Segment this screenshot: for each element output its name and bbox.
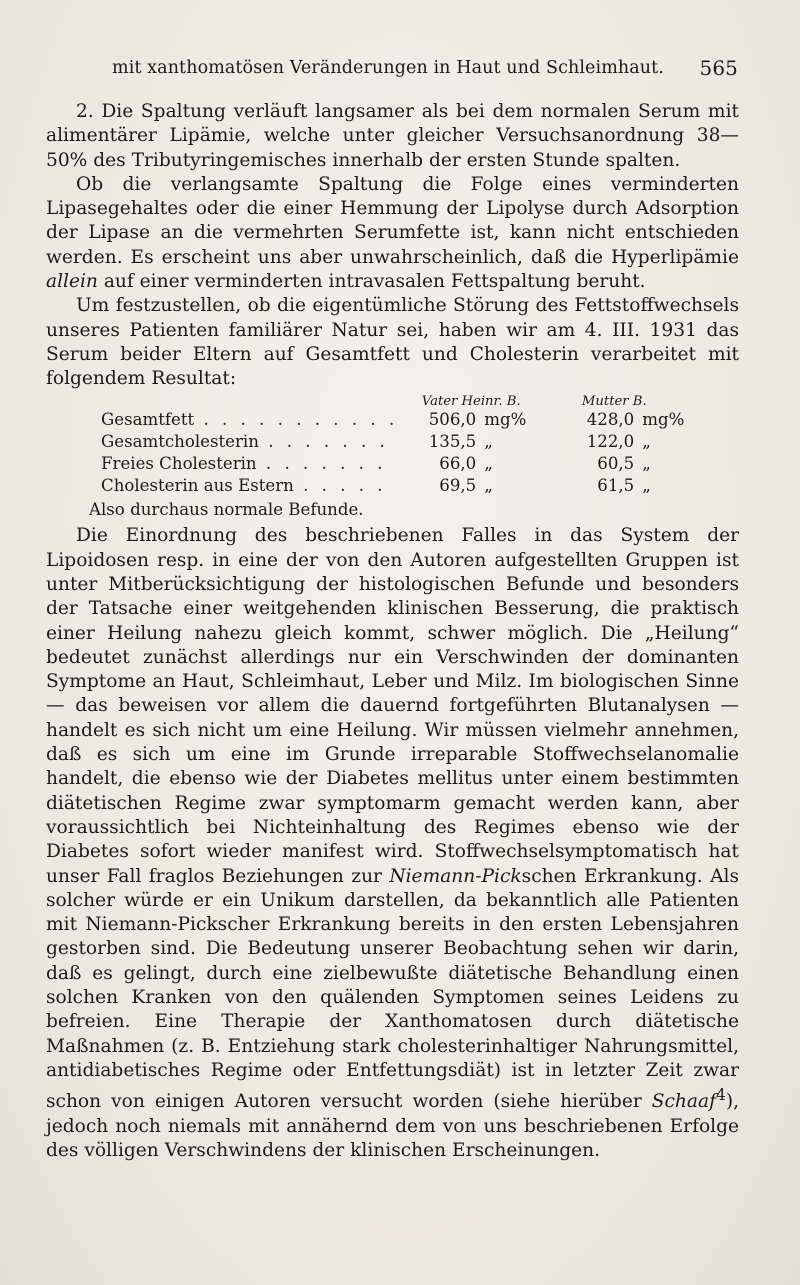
row-label: Gesamtfett (101, 409, 195, 429)
paragraph-4-text-c: ), jedoch noch niemals mit annähernd dem von uns beschriebenen Erfolge des völligen Verschwindens der klinischen Erscheinungen. (46, 1091, 739, 1161)
paragraph-4 (46, 524, 739, 1163)
results-table (101, 395, 684, 498)
emphasis-niemann-pick: Niemann-Pick (389, 865, 522, 887)
mother-unit: „ (642, 431, 651, 451)
father-value: 506,0 (428, 409, 477, 429)
father-value: 135,5 (428, 431, 477, 451)
page-number: 565 (699, 56, 738, 80)
mother-unit: „ (642, 476, 651, 496)
leader-dots: . . . . . (293, 476, 387, 496)
mother-unit: „ (642, 453, 651, 473)
father-unit: „ (484, 431, 493, 451)
page-body (46, 100, 739, 1163)
father-unit: „ (484, 453, 493, 473)
table-row (101, 453, 684, 475)
row-label: Gesamtcholesterin (101, 431, 259, 451)
footnote-reference: 4 (715, 1086, 726, 1105)
father-value: 66,0 (439, 453, 477, 473)
paragraph-4-text-a: Die Einordnung des beschriebenen Falles in das System der Lipoidosen resp. in eine der von den Autoren aufgestellten Gruppen ist unter Mitberücksichtigung der histologischen Befunde und besonders der Tatsache einer weitgehenden klinischen Besserung, die praktisch einer Heilung nahezu gleich kommt, schwer möglich. Die „Heilung“ bedeutet zunächst allerdings nur ein Verschwinden der dominanten Symptome an Haut, Schleimhaut, Leber und Milz. Im biologischen Sinne — das beweisen vor allem die dauernd fortgeführten Blutanalysen — handelt es sich nicht um eine Heilung. Wir müssen vielmehr annehmen, daß es sich um eine im Grunde irreparable Stoffwechselanomalie handelt, die ebenso wie der Diabetes mellitus unter einem bestimmten diätetischen Regime zwar symptomarm gemacht werden kann, aber voraussichtlich bei Nichteinhaltung des Regimes ebenso wie der Diabetes sofort wieder manifest wird. Stoffwechselsymptomatisch hat unser Fall fraglos Beziehungen zur (46, 525, 739, 887)
mother-value: 61,5 (597, 476, 635, 496)
paragraph-1: 2. Die Spaltung verläuft langsamer als bei dem normalen Serum mit alimentärer Lipämie, welche unter gleicher Versuchsanordnung 38—50% des Tributyringemisches innerhalb der ersten Stunde spalten. (46, 101, 739, 171)
column-header-father: Vater Heinr. B. (421, 393, 521, 409)
paragraph-2-text-b: auf einer verminderten intravasalen Fettspaltung beruht. (97, 271, 646, 293)
leader-dots: . . . . . . . . . . . (194, 409, 399, 429)
results-table-header (101, 395, 684, 409)
mother-value: 122,0 (586, 431, 635, 451)
conclusion-line: Also durchaus normale Befunde. (89, 500, 364, 520)
paragraph-2 (46, 173, 739, 294)
mother-value: 60,5 (597, 453, 635, 473)
mother-value: 428,0 (586, 409, 635, 429)
leader-dots: . . . . . . . (258, 431, 389, 451)
running-header (112, 58, 738, 78)
emphasis-allein: allein (46, 271, 98, 293)
paragraph-3: Um festzustellen, ob die eigentümliche Störung des Fettstoffwechsels unseres Patienten familiärer Natur sei, haben wir am 4. III. 1931 das Serum beider Eltern auf Gesamtfett und Cholesterin verarbeitet mit folgendem Resultat: (46, 295, 739, 390)
leader-dots: . . . . . . . (256, 453, 387, 473)
father-unit: „ (484, 476, 493, 496)
paragraph-2-text-a: Ob die verlangsamte Spaltung die Folge eines verminderten Lipasegehaltes oder die einer Hemmung der Lipolyse durch Adsorption der Lipase an die vermehrten Serumfette ist, kann nicht entschieden werden. Es erscheint uns aber unwahrscheinlich, daß die Hyperlipämie (46, 173, 739, 268)
table-row (101, 409, 684, 431)
table-row (101, 475, 684, 497)
father-unit: mg% (484, 409, 527, 429)
row-label: Cholesterin aus Estern (101, 476, 294, 496)
table-row (101, 431, 684, 453)
row-label: Freies Cholesterin (101, 453, 257, 473)
paragraph-4-text-b: schen Erkrankung. Als solcher würde er ein Unikum darstellen, da bekanntlich alle Patienten mit Niemann-Pickscher Erkrankung bereits in den ersten Lebensjahren gestorben sind. Die Bedeutung unserer Beobachtung sehen wir darin, daß es gelingt, durch eine zielbewußte diätetische Behandlung einen solchen Kranken von den quälenden Symptomen seines Leidens zu befreien. Eine Therapie der Xanthomatosen durch diätetische Maßnahmen (z. B. Entziehung stark cholesterinhaltiger Nahrungsmittel, antidiabetisches Regime oder Entfettungsdiät) ist in letzter Zeit zwar schon von einigen Autoren versucht worden (siehe hierüber (46, 865, 739, 1113)
mother-unit: mg% (642, 409, 685, 429)
emphasis-schaaf: Schaaf (651, 1091, 716, 1113)
father-value: 69,5 (439, 476, 477, 496)
column-header-mother: Mutter B. (581, 393, 647, 409)
running-title: mit xanthomatösen Veränderungen in Haut und Schleimhaut. (112, 58, 664, 78)
